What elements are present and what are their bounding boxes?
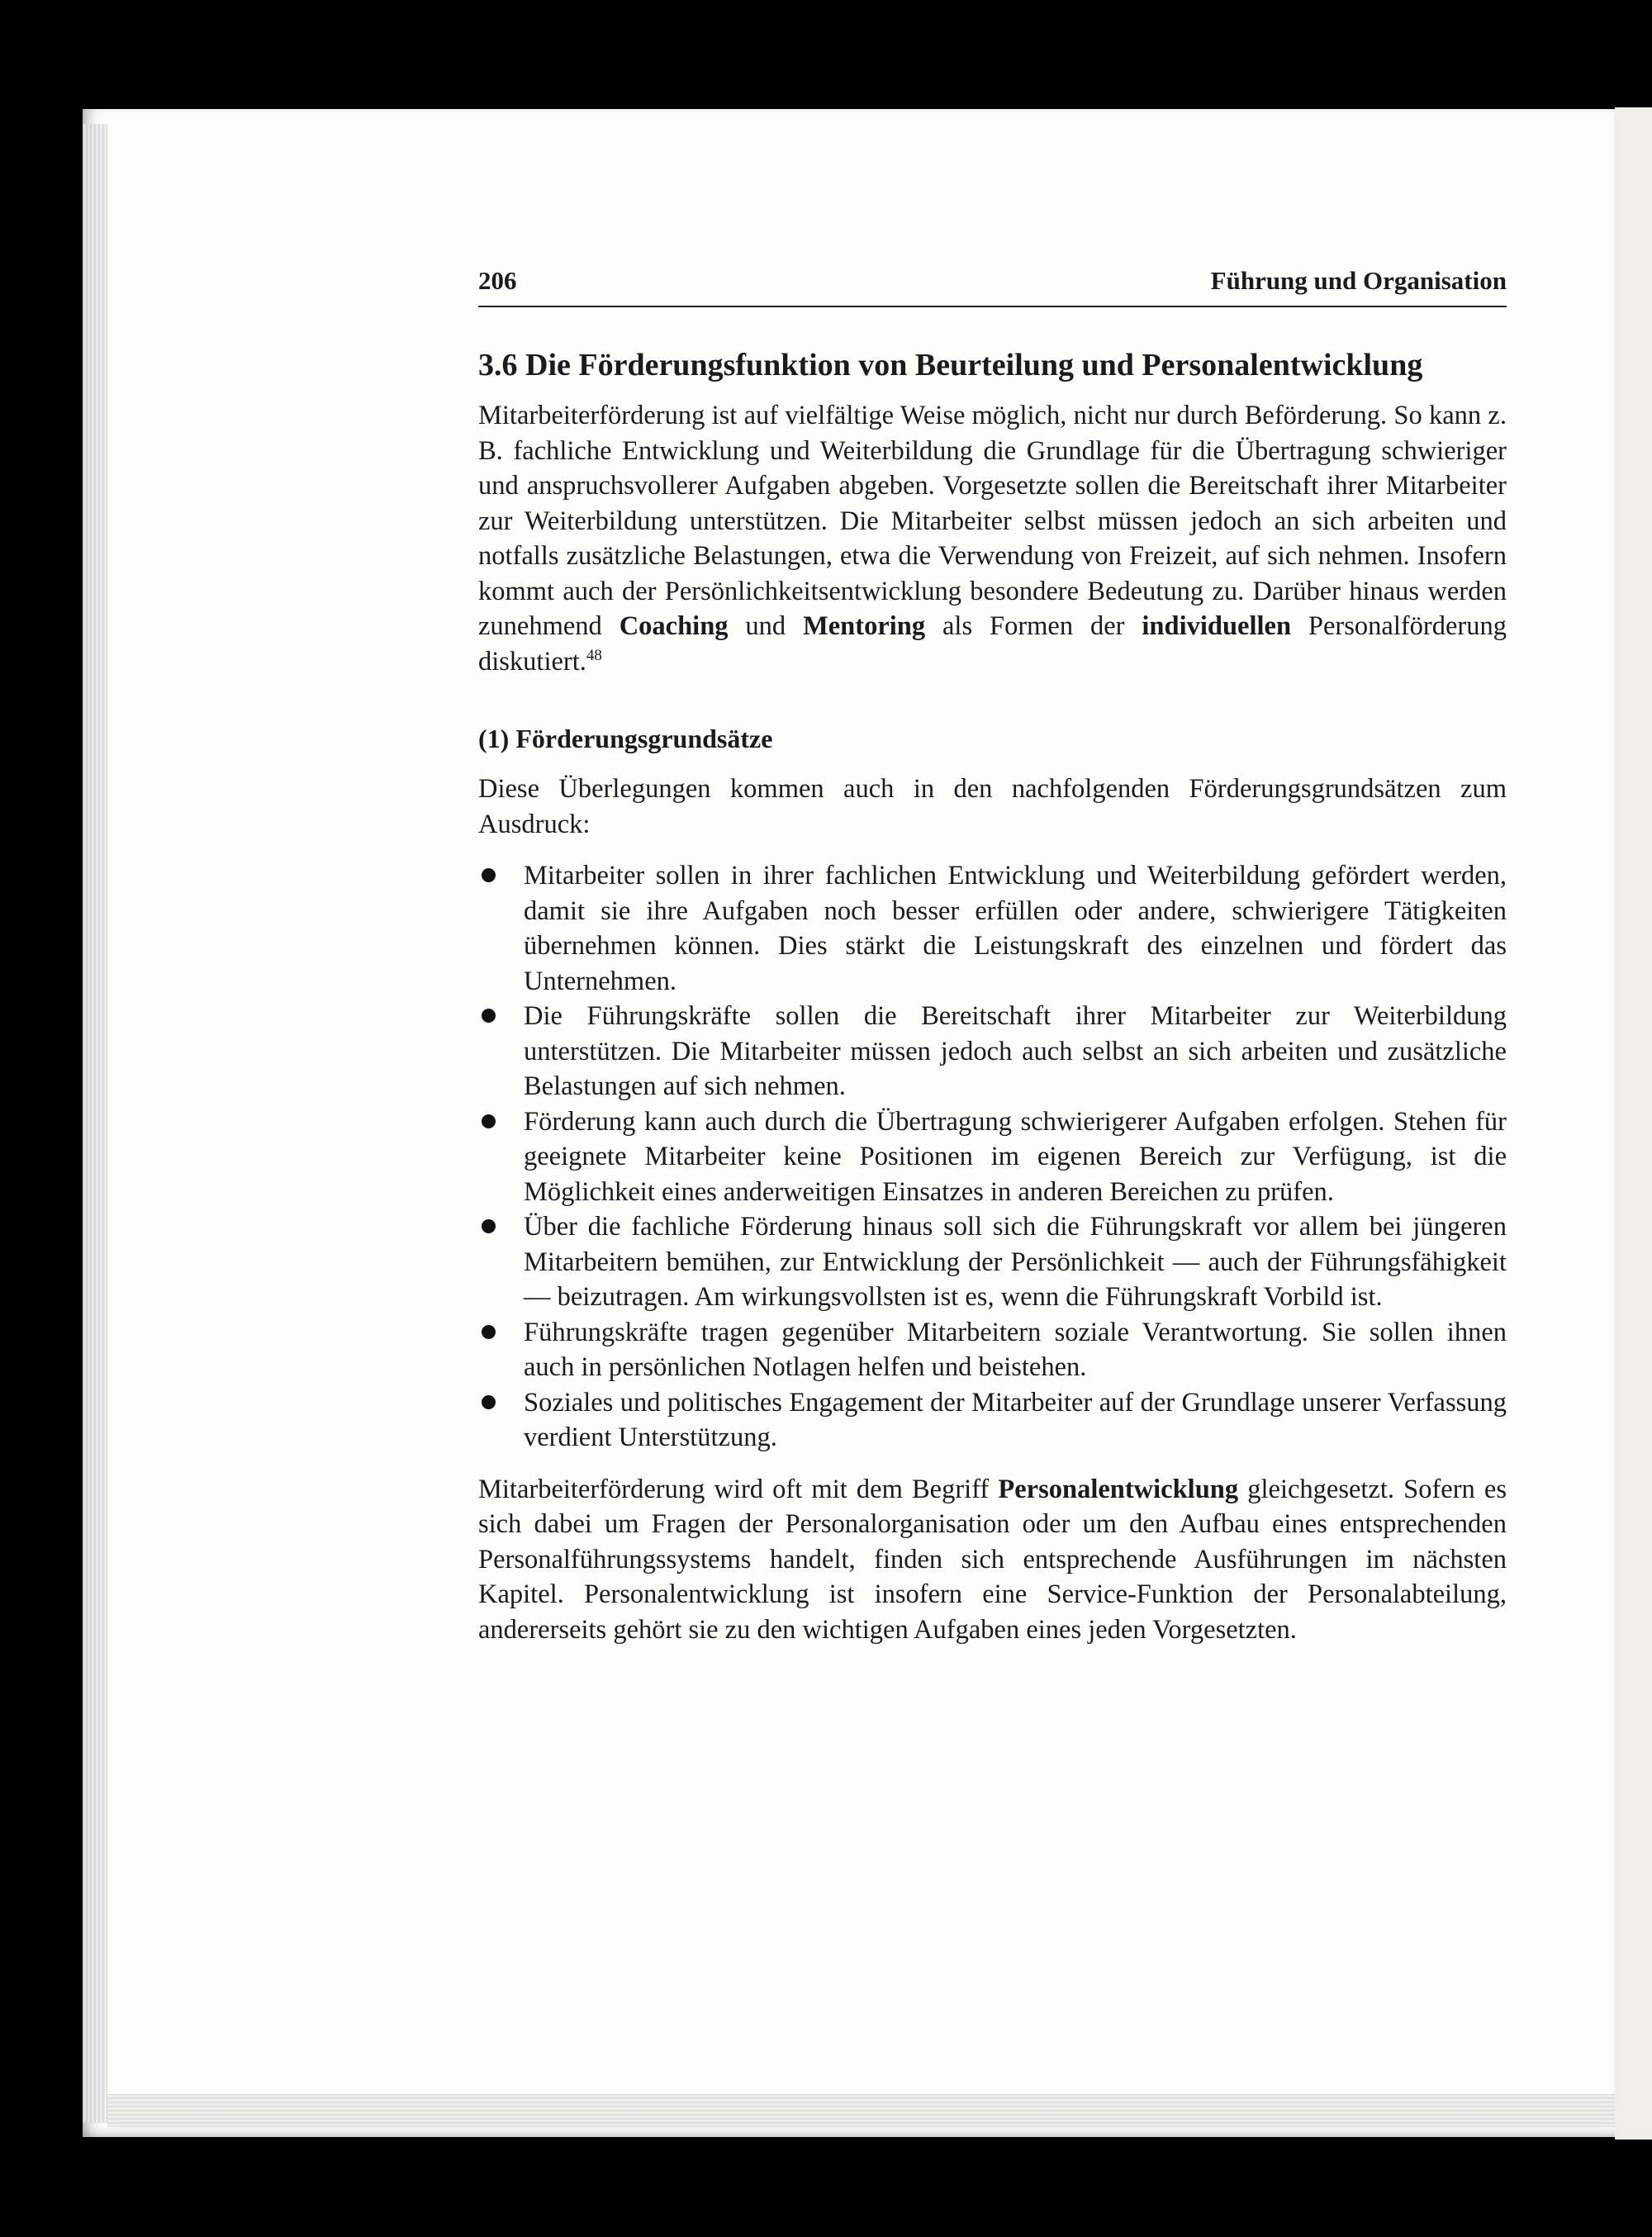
intro-text-4: Personalförderung diskutiert. (478, 611, 1507, 677)
section-title: 3.6 Die Förderungsfunktion von Beurteilung und Personalentwicklung (478, 348, 1423, 382)
bullet-icon (482, 868, 496, 882)
intro-text-3: als Formen der (925, 611, 1142, 641)
intro-paragraph (478, 398, 1507, 679)
closing-text-2: gleichgesetzt. Sofern es sich dabei um Fragen der Personalorganisation oder um den Aufbau eines entsprechenden Personalführungssystems handelt, finden sich entsprechende Ausführungen im nächsten Kapitel. Personalentwicklung ist insofern eine Service-Funktion der Personalabteilung, andererseits gehört sie zu den wichtigen Aufgaben eines jeden Vorgesetzten. (478, 1474, 1507, 1645)
term-personalentwicklung: Personalentwicklung (998, 1474, 1239, 1504)
bullet-icon (482, 1114, 496, 1128)
list-item-text: Über die fachliche Förderung hinaus soll sich die Führungskraft vor allem bei jüngeren Mitarbeitern bemühen, zur Entwicklung der Persönlichkeit — auch der Führungsfähigkeit — beizutragen. Am wirkungsvollsten ist es, wenn die Führungskraft Vorbild ist. (524, 1212, 1507, 1312)
list-item-text: Führungskräfte tragen gegenüber Mitarbeitern soziale Verantwortung. Sie sollen ihnen auch in persönlichen Notlagen helfen und beistehen. (524, 1317, 1507, 1382)
bullet-icon (482, 1325, 496, 1339)
bullet-icon (482, 1009, 496, 1023)
facing-page-edge (1615, 107, 1652, 2140)
page-number: 206 (478, 266, 517, 295)
closing-text-1: Mitarbeiterförderung wird oft mit dem Begriff (478, 1474, 999, 1504)
term-coaching: Coaching (619, 611, 729, 641)
list-item (478, 1385, 1507, 1456)
closing-paragraph (478, 1472, 1507, 1648)
list-item-text: Die Führungskräfte sollen die Bereitschaft ihrer Mitarbeiter zur Weiterbildung unterstützen. Die Mitarbeiter müssen jedoch auch selbst an sich arbeiten und zusätzliche Belastungen auf sich nehmen. (524, 1001, 1507, 1101)
running-header (478, 266, 1507, 307)
list-item (478, 858, 1507, 999)
intro-text-1: Mitarbeiterförderung ist auf vielfältige Weise möglich, nicht nur durch Beförderung. So kann z. B. fachliche Entwicklung und Weiterbildung die Grundlage für die Übertragung schwieriger und anspruchsvollerer Aufgaben abgeben. Vorgesetzte sollen die Bereitschaft ihrer Mitarbeiter zur Weiterbildung unterstützen. Die Mitarbeiter selbst müssen jedoch an sich arbeiten und notfalls zusätzliche Belastungen, etwa die Verwendung von Freizeit, auf sich nehmen. Insofern kommt auch der Persönlichkeitsentwicklung besondere Bedeutung zu. Darüber hinaus werden zunehmend (478, 401, 1507, 641)
footnote-marker: 48 (586, 646, 602, 664)
list-item-text: Soziales und politisches Engagement der Mitarbeiter auf der Grundlage unserer Verfassung verdient Unterstützung. (524, 1387, 1507, 1452)
running-title: Führung und Organisation (1210, 266, 1507, 295)
intro-text-2: und (728, 611, 804, 641)
page-stack-edge (83, 124, 107, 2123)
subsection-lead: Diese Überlegungen kommen auch in den nachfolgenden Förderungsgrundsätzen zum Ausdruck: (478, 774, 1507, 839)
bullet-icon (482, 1219, 496, 1233)
list-item (478, 999, 1507, 1104)
page-stack-bottom-edge (107, 2094, 1615, 2127)
list-item (478, 1104, 1507, 1210)
bullet-icon (482, 1395, 496, 1409)
page-content (478, 266, 1507, 1647)
term-individuellen: individuellen (1142, 611, 1292, 641)
list-item-text: Mitarbeiter sollen in ihrer fachlichen Entwicklung und Weiterbildung gefördert werden, damit sie ihre Aufgaben noch besser erfüllen oder andere, schwierigere Tätigkeiten übernehmen können. Dies stärkt die Leistungskraft des einzelnen und fördert das Unternehmen. (524, 861, 1507, 996)
list-item-text: Förderung kann auch durch die Übertragung schwierigerer Aufgaben erfolgen. Stehen für geeignete Mitarbeiter keine Positionen im eigenen Bereich zur Verfügung, ist die Möglichkeit eines anderweitigen Einsatzes in anderen Bereichen zu prüfen. (524, 1106, 1507, 1207)
list-item (478, 1315, 1507, 1385)
term-mentoring: Mentoring (803, 611, 926, 641)
subsection-title: (1) Förderungsgrundsätze (478, 724, 773, 753)
list-item (478, 1209, 1507, 1315)
principles-list (478, 858, 1507, 1456)
